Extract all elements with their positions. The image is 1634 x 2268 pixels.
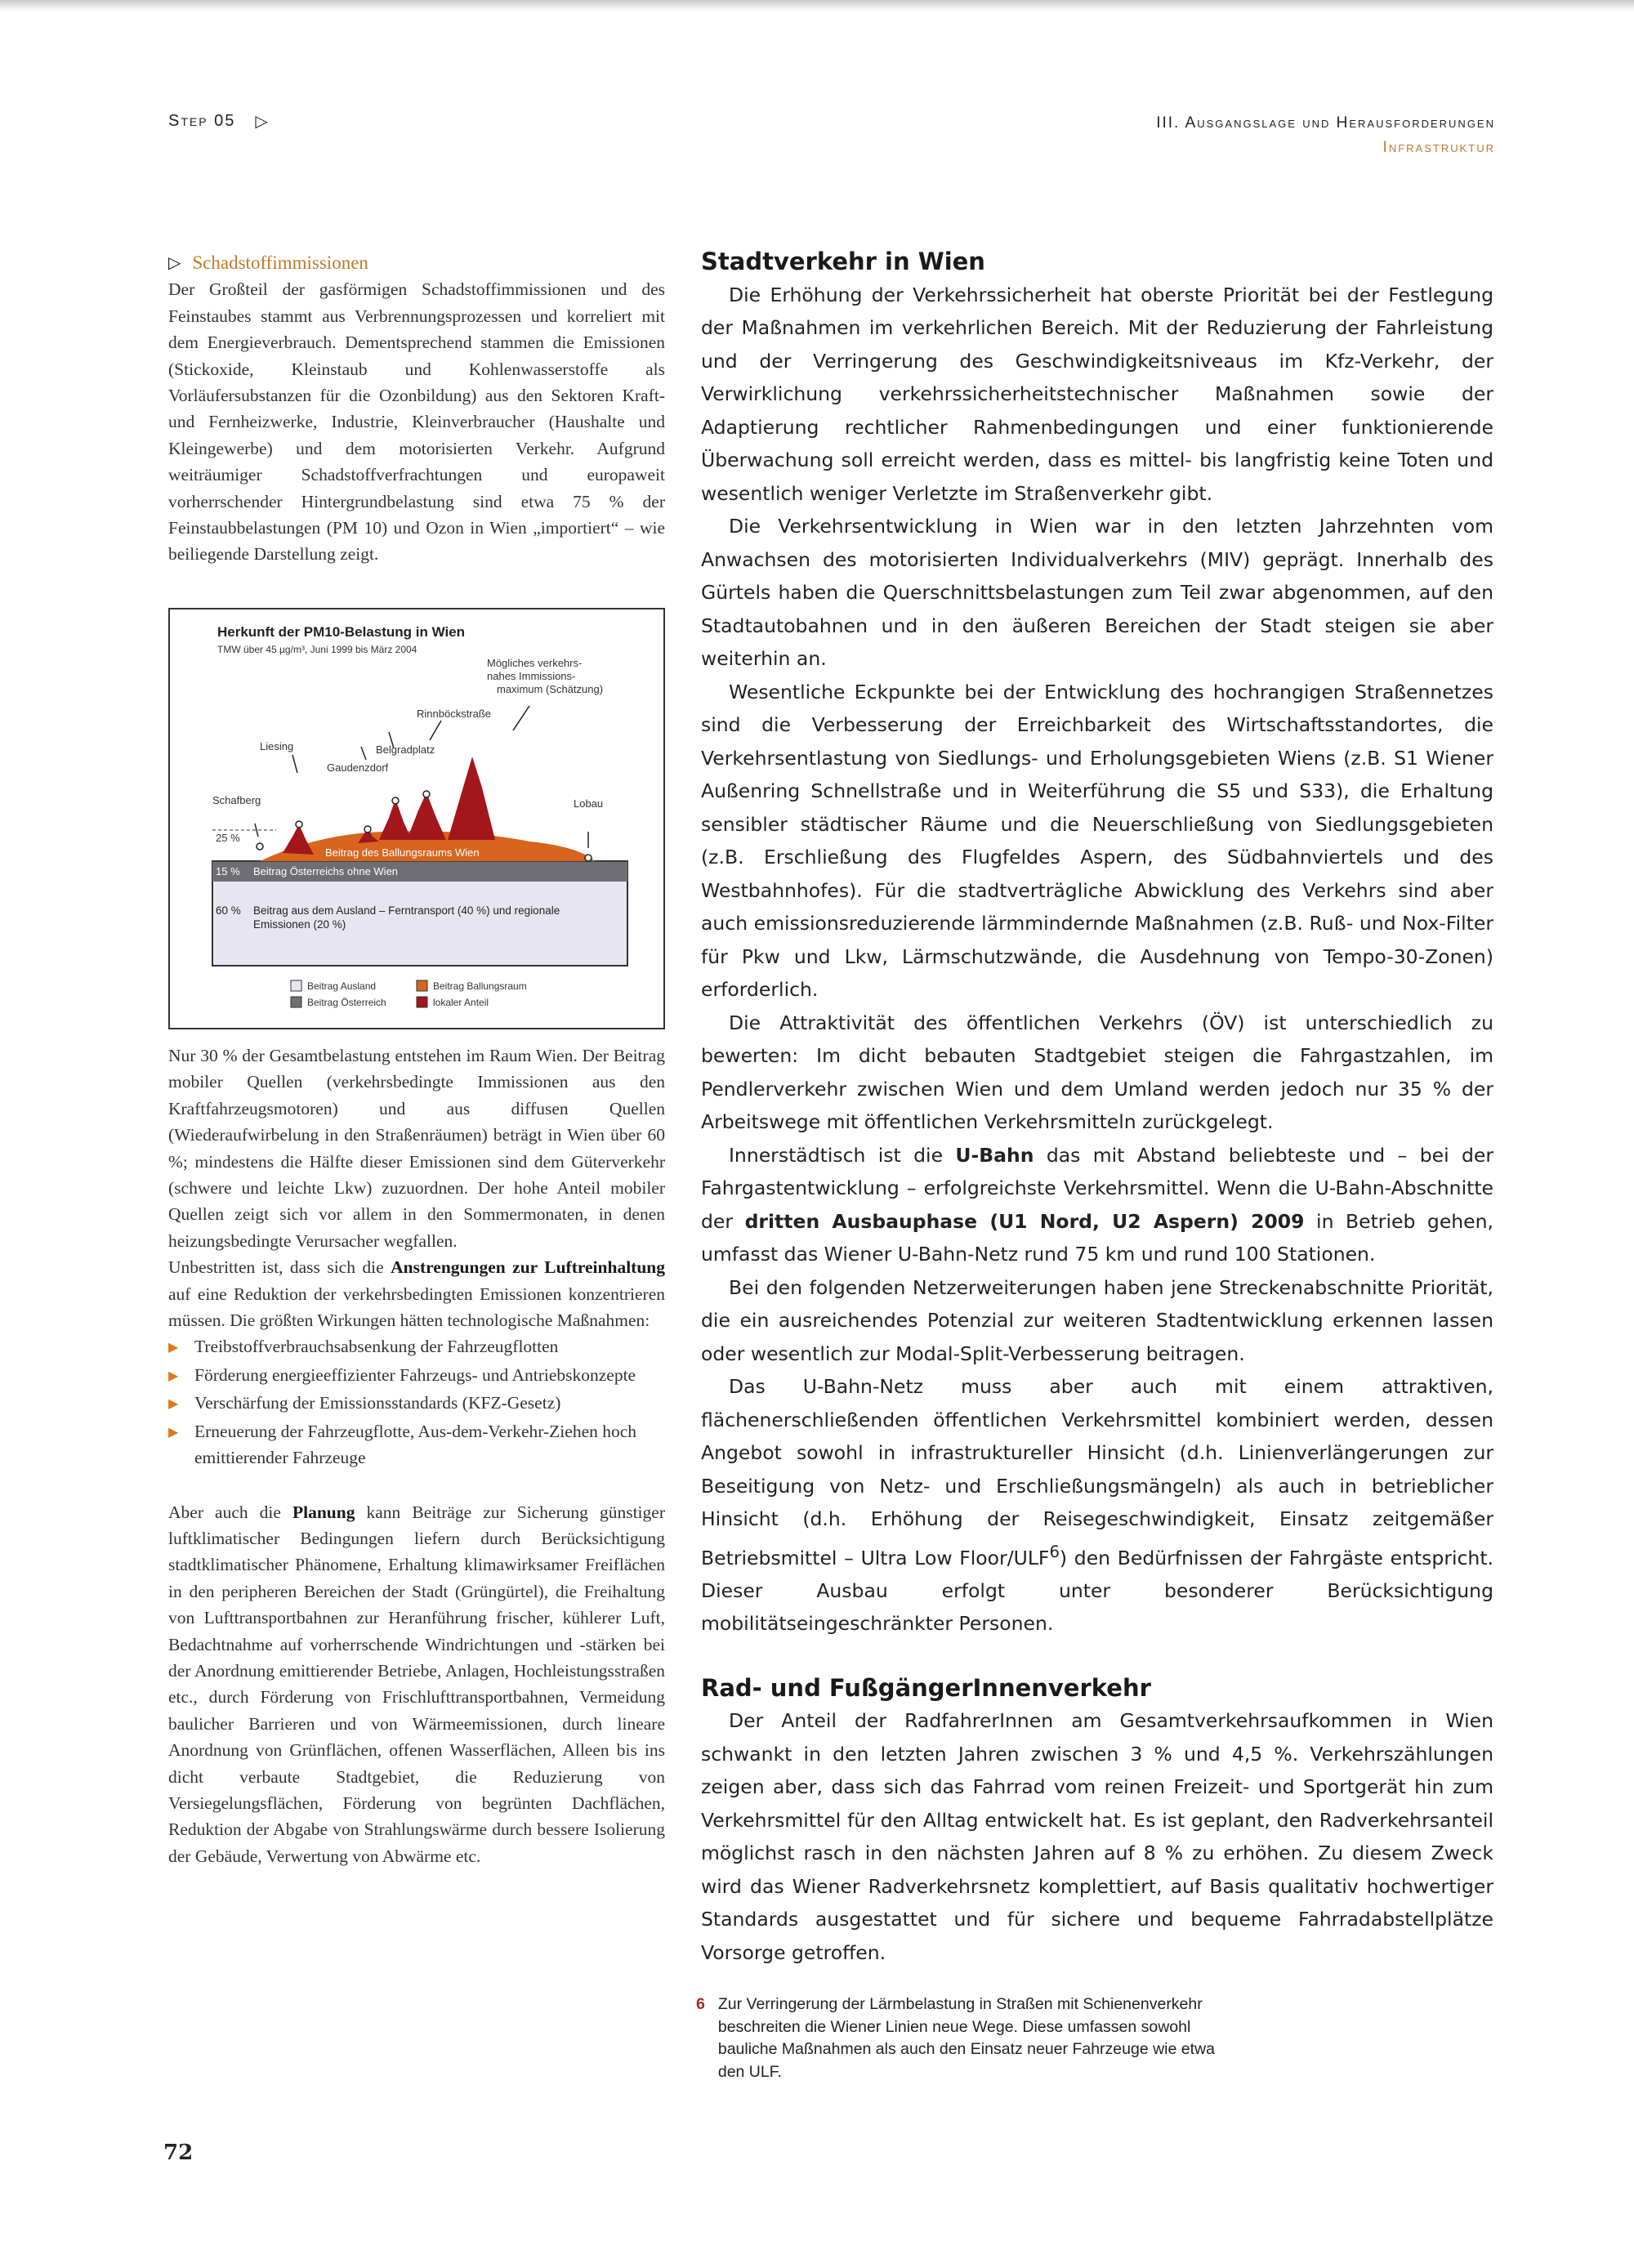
- legend-ballung: Beitrag Ballungsraum: [433, 980, 527, 992]
- subheading: [168, 250, 665, 276]
- bold-text: Planung: [292, 1502, 355, 1522]
- label-moeglich-1: Mögliches verkehrs-: [487, 657, 583, 669]
- list-item-text: Förderung energieeffizienter Fahrzeugs- und Antriebskonzepte: [194, 1364, 636, 1385]
- step-header: [168, 111, 270, 132]
- left-column-top: [168, 250, 665, 568]
- paragraph-flaechenerschliessung: [701, 1370, 1493, 1641]
- label-belgradplatz: Belgradplatz: [376, 743, 435, 756]
- paragraph-oev: Die Attraktivität des öffentlichen Verkehrs (ÖV) ist unterschiedlich zu bewerten: Im dicht bebauten Stadtgebiet steigen die Fahrgastzahlen, im Pendlerverkehr zwischen Wien und dem Umland werden jedoch nur 35 % der Arbeitswege mit öffentlichen Verkehrsmitteln zurückgelegt.: [701, 1011, 1493, 1133]
- legend-swatch-ballung: [417, 980, 427, 991]
- triangle-right-icon: ▷: [168, 254, 181, 272]
- figure-title: Herkunft der PM10-Belastung in Wien: [217, 624, 466, 640]
- list-item-text: Treibstoffverbrauchsabsenkung der Fahrzeugflotten: [194, 1337, 559, 1357]
- text: ) den Bedürfnissen der Fahrgäste entspricht. Dieser Ausbau erfolgt unter besonderer Berücksichtigung mobilitätseingeschränkter Personen.: [701, 1546, 1494, 1636]
- paragraph-planung: [168, 1499, 665, 1870]
- legend-ausland: Beitrag Ausland: [307, 980, 377, 992]
- peak-rinnboeck: [407, 792, 446, 840]
- text: kann Beiträge zur Sicherung günstiger luftklimatischer Bedingungen liefern durch Berücksichtigung stadtklimatischer Phänomene, Erhaltung klimawirksamer Freiflächen in den peripheren Bereichen der Stadt (Grüngürtel), die Freihaltung von Lufttransportbahnen zur Heranführung frischer, kühlerer Luft, Bedachtnahme auf vorherrschende Windrichtungen und -stärken bei der Anordnung emittierender Betriebe, Anlagen, Hochleistungsstraßen etc., durch Förderung von Frischlufttransportbahnen, Vermeidung baulicher Barrieren und von Wärmeemissionen, durch lineare Anordnung von Grünflächen, offenen Wasserflächen, Alleen bis ins dicht verbaute Stadtgebiet, die Reduzierung von Versiegelungsflächen, Förderung von begrünten Dachflächen, Reduktion der Abgabe von Strahlungswärme durch bessere Isolierung der Gebäude, Verwertung von Abwärme etc.: [168, 1502, 665, 1866]
- arrow-right-icon: ▶: [168, 1425, 179, 1440]
- peak-belgradplatz: [379, 799, 412, 840]
- left-column-bottom: [168, 1042, 665, 1869]
- marker-belgradplatz: [392, 797, 399, 804]
- legend-swatch-oesterreich: [291, 997, 301, 1007]
- paragraph-radverkehr: Der Anteil der RadfahrerInnen am Gesamtverkehrsaufkommen in Wien schwankt in den letzten Jahren zwischen 3 % und 4,5 %. Verkehrszählungen zeigen aber, dass sich das Fahrrad vom reinen Freizeit- und Sportgerät hin zum Verkehrsmittel für den Alltag entwickelt hat. Es ist geplant, den Radverkehrsanteil möglichst rasch in den nächsten Jahren auf 8 % zu erhöhen. Zu diesem Zweck wird das Wiener Radverkehrsnetz komplettiert, auf Basis qualitativ hochwertiger Standards ausgestattet und für sichere und bequeme Fahrradabstellplätze Vorsorge getroffen.: [701, 1709, 1493, 1964]
- text: auf eine Reduktion der verkehrsbedingten Emissionen konzentrieren müssen. Die größten Wirkungen hätten technologische Maßnahmen:: [168, 1284, 665, 1331]
- paragraph-ubahn: [701, 1139, 1493, 1271]
- text: Das U-Bahn-Netz muss aber auch mit einem attraktiven, flächenerschließenden öffentlichen Verkehrsmittel kombiniert werden, dessen Angebot sowohl in infrastruktureller Hinsicht (d.h. Linienverlängerungen zur Beseitigung von Netz- und Erschließungsmängeln) als auch in betrieblicher Hinsicht (d.h. Erhöhung der Reisegeschwindigkeit, Einsatz zeitgemäßer Betriebsmittel – Ultra Low Floor/ULF: [701, 1375, 1493, 1569]
- label-moeglich-2: nahes Immissions-: [487, 670, 576, 682]
- figure-subtitle: TMW über 45 µg/m³, Juni 1999 bis März 2004: [217, 644, 417, 655]
- label-liesing: Liesing: [260, 740, 294, 752]
- label-schafberg: Schafberg: [212, 794, 261, 806]
- label-ausland-1: Beitrag aus dem Ausland – Ferntransport (40 %) und regionale: [253, 904, 560, 917]
- arrow-right-icon: ▶: [168, 1368, 179, 1383]
- label-pct60: 60 %: [216, 904, 241, 917]
- footnote-ref: 6: [1049, 1542, 1060, 1561]
- marker-lobau: [585, 855, 592, 861]
- heading-stadtverkehr: Stadtverkehr in Wien: [701, 248, 985, 275]
- right-column: [701, 245, 1493, 1969]
- text: in Betrieb gehen, umfasst das Wiener U-Bahn-Netz rund 75 km und rund 100 Stationen.: [701, 1209, 1493, 1266]
- pm10-chart: [170, 609, 663, 1028]
- bold-text: U-Bahn: [955, 1143, 1034, 1167]
- label-ausland-2: Emissionen (20 %): [253, 918, 346, 931]
- list-item: [168, 1362, 665, 1390]
- bold-text: Anstrengungen zur Luftreinhaltung: [391, 1257, 665, 1278]
- label-gaudenzdorf: Gaudenzdorf: [327, 761, 389, 774]
- subheading-text: Schadstoffimmissionen: [192, 252, 368, 273]
- legend-oesterreich: Beitrag Österreich: [307, 997, 386, 1008]
- list-item: [168, 1333, 665, 1361]
- label-ballung: Beitrag des Ballungsraums Wien: [325, 846, 480, 859]
- label-pct25: 25 %: [216, 832, 240, 844]
- marker-schafberg: [257, 843, 263, 850]
- arrow-right-icon: ▶: [168, 1341, 179, 1355]
- chapter-header: [1156, 111, 1495, 160]
- page-number: 72: [163, 2141, 194, 2165]
- paragraph-netzerweiterung: Bei den folgenden Netzerweiterungen haben jene Streckenabschnitte Priorität, die ein ausreichendes Potenzial zur weiteren Stadtentwicklung erkennen lassen oder wesentlich zur Modal-Split-Verbesserung beitragen.: [701, 1275, 1493, 1365]
- marker-liesing: [296, 821, 302, 828]
- text: Aber auch die: [168, 1502, 292, 1522]
- bold-text: dritten Ausbauphase (U1 Nord, U2 Aspern) 2009: [744, 1209, 1305, 1233]
- triangle-right-icon: ▷: [255, 113, 270, 131]
- heading-radverkehr: Rad- und FußgängerInnenverkehr: [701, 1673, 1151, 1702]
- pm10-figure: [168, 608, 665, 1029]
- paragraph-intro: Der Großteil der gasförmigen Schadstoffimmissionen und des Feinstaubes stammt aus Verbrennungsprozessen und korreliert mit dem Energieverbrauch. Dementsprechend stammen die Emissionen (Stickoxide, Kleinstaub und Kohlenwasserstoffe als Vorläufersubstanzen für die Ozonbildung) aus den Sektoren Kraft- und Fernheizwerke, Industrie, Kleinverbraucher (Haushalte und Kleingewerbe) und dem motorisierten Verkehr. Aufgrund weiträumiger Schadstoffverfrachtungen und europaweit vorherrschender Hintergrundbelastung sind etwa 75 % der Feinstaubbelastungen (PM 10) und Ozon in Wien „importiert“ – wie beiliegende Darstellung zeigt.: [168, 279, 665, 565]
- paragraph-verkehrsentwicklung: Die Verkehrsentwicklung in Wien war in den letzten Jahrzehnten vom Anwachsen des motorisierten Individualverkehrs (MIV) geprägt. Innerhalb des Gürtels haben die Querschnittsbelastungen zum Teil zwar abgenommen, auf den Stadtautobahnen und in den äußeren Bereichen der Stadt steigen sie aber weiterhin an.: [701, 515, 1493, 670]
- list-item-text: Verschärfung der Emissionsstandards (KFZ-Gesetz): [194, 1393, 561, 1413]
- label-pct15: 15 %: [216, 865, 240, 877]
- legend-lokal: lokaler Anteil: [433, 997, 489, 1008]
- list-item: [168, 1390, 665, 1418]
- marker-rinnboeck: [423, 791, 430, 797]
- footnote-text: Zur Verringerung der Lärmbelastung in Straßen mit Schienenverkehr beschreiten die Wiener Linien neue Wege. Diese umfassen sowohl bauliche Maßnahmen als auch den Einsatz neuer Fahrzeuge wie etwa den ULF.: [717, 1995, 1215, 2081]
- paragraph-strassennetz: Wesentliche Eckpunkte bei der Entwicklung des hochrangigen Straßennetzes sind die Verbesserung der Erreichbarkeit des Wirtschaftsstandortes, die Verkehrsentlastung von Siedlungs- und Erholungsgebieten Wiens (z.B. S1 Wiener Außenring Schnellstraße und in Weiterführung die S5 und S33), die Erhaltung sensibler städtischer Räume und die Neuerschließung von Siedlungsgebieten (z.B. Erschließung des Flugfeldes Aspern, des Südbahnviertels und des Westbahnhofes). Für die stadtverträgliche Abwicklung des Verkehrs sind aber auch emissionsreduzierende lärmmindernde Maßnahmen (z.B. Ruß- und Nox-Filter für Pkw und Lkw, Lärmschutzwände, die Ausdehnung von Tempo-30-Zonen) erforderlich.: [701, 680, 1493, 1001]
- legend-swatch-lokal: [417, 997, 427, 1007]
- list-item-text: Erneuerung der Fahrzeugflotte, Aus-dem-Verkehr-Ziehen hoch emittierender Fahrzeuge: [194, 1421, 637, 1468]
- peak-max: [448, 757, 495, 840]
- label-moeglich-3: maximum (Schätzung): [497, 683, 604, 695]
- paragraph-luftreinhaltung: [168, 1254, 665, 1333]
- peak-liesing: [283, 824, 314, 855]
- label-rinnboeck: Rinnböckstraße: [417, 708, 492, 720]
- footnote-number: 6: [696, 1995, 705, 2013]
- section-title: Infrastruktur: [1382, 139, 1495, 156]
- chapter-title: III. Ausgangslage und Herausforderungen: [1156, 114, 1495, 132]
- label-oesterreich: Beitrag Österreichs ohne Wien: [253, 865, 399, 877]
- step-label: Step 05: [168, 112, 236, 130]
- marker-gaudenzdorf: [364, 826, 371, 833]
- list-item: [168, 1418, 665, 1471]
- paragraph-gesamtbelastung: Nur 30 % der Gesamtbelastung entstehen im Raum Wien. Der Beitrag mobiler Quellen (verkehrsbedingte Immissionen aus den Kraftfahrzeugsmotoren) und aus diffusen Quellen (Wiederaufwirbelung in den Straßenräumen) beträgt in Wien über 60 %; mindestens die Hälfte dieser Emissionen sind dem Güterverkehr (schwere und leichte Lkw) zuzuordnen. Der hohe Anteil mobiler Quellen zeigt sich vor allem in den Sommermonaten, in denen heizungsbedingte Verursacher wegfallen.: [168, 1046, 665, 1251]
- legend-swatch-ausland: [291, 980, 301, 991]
- text: das mit Abstand beliebteste und – bei der Fahrgastentwicklung – erfolgreichste Verkehrsmittel. Wenn die U-Bahn-Abschnitte der: [701, 1143, 1493, 1233]
- text: Innerstädtisch ist die: [729, 1143, 956, 1167]
- scan-edge: [0, 0, 1634, 11]
- paragraph-verkehrssicherheit: Die Erhöhung der Verkehrssicherheit hat oberste Priorität bei der Festlegung der Maßnahmen im verkehrlichen Bereich. Mit der Reduzierung der Fahrleistung und der Verringerung des Geschwindigkeitsniveaus im Kfz-Verkehr, der Verwirklichung verkehrssicherheitstechnischer Maßnahmen sowie der Adaptierung rechtlicher Rahmenbedingungen und einer funktionierende Überwachung soll erreicht werden, dass es mittel- bis langfristig keine Toten und wesentlich weniger Verletzte im Straßenverkehr gibt.: [701, 283, 1493, 505]
- label-lobau: Lobau: [574, 797, 604, 810]
- footnote: [696, 1993, 1235, 2083]
- arrow-right-icon: ▶: [168, 1397, 179, 1412]
- text: Unbestritten ist, dass sich die: [168, 1257, 391, 1278]
